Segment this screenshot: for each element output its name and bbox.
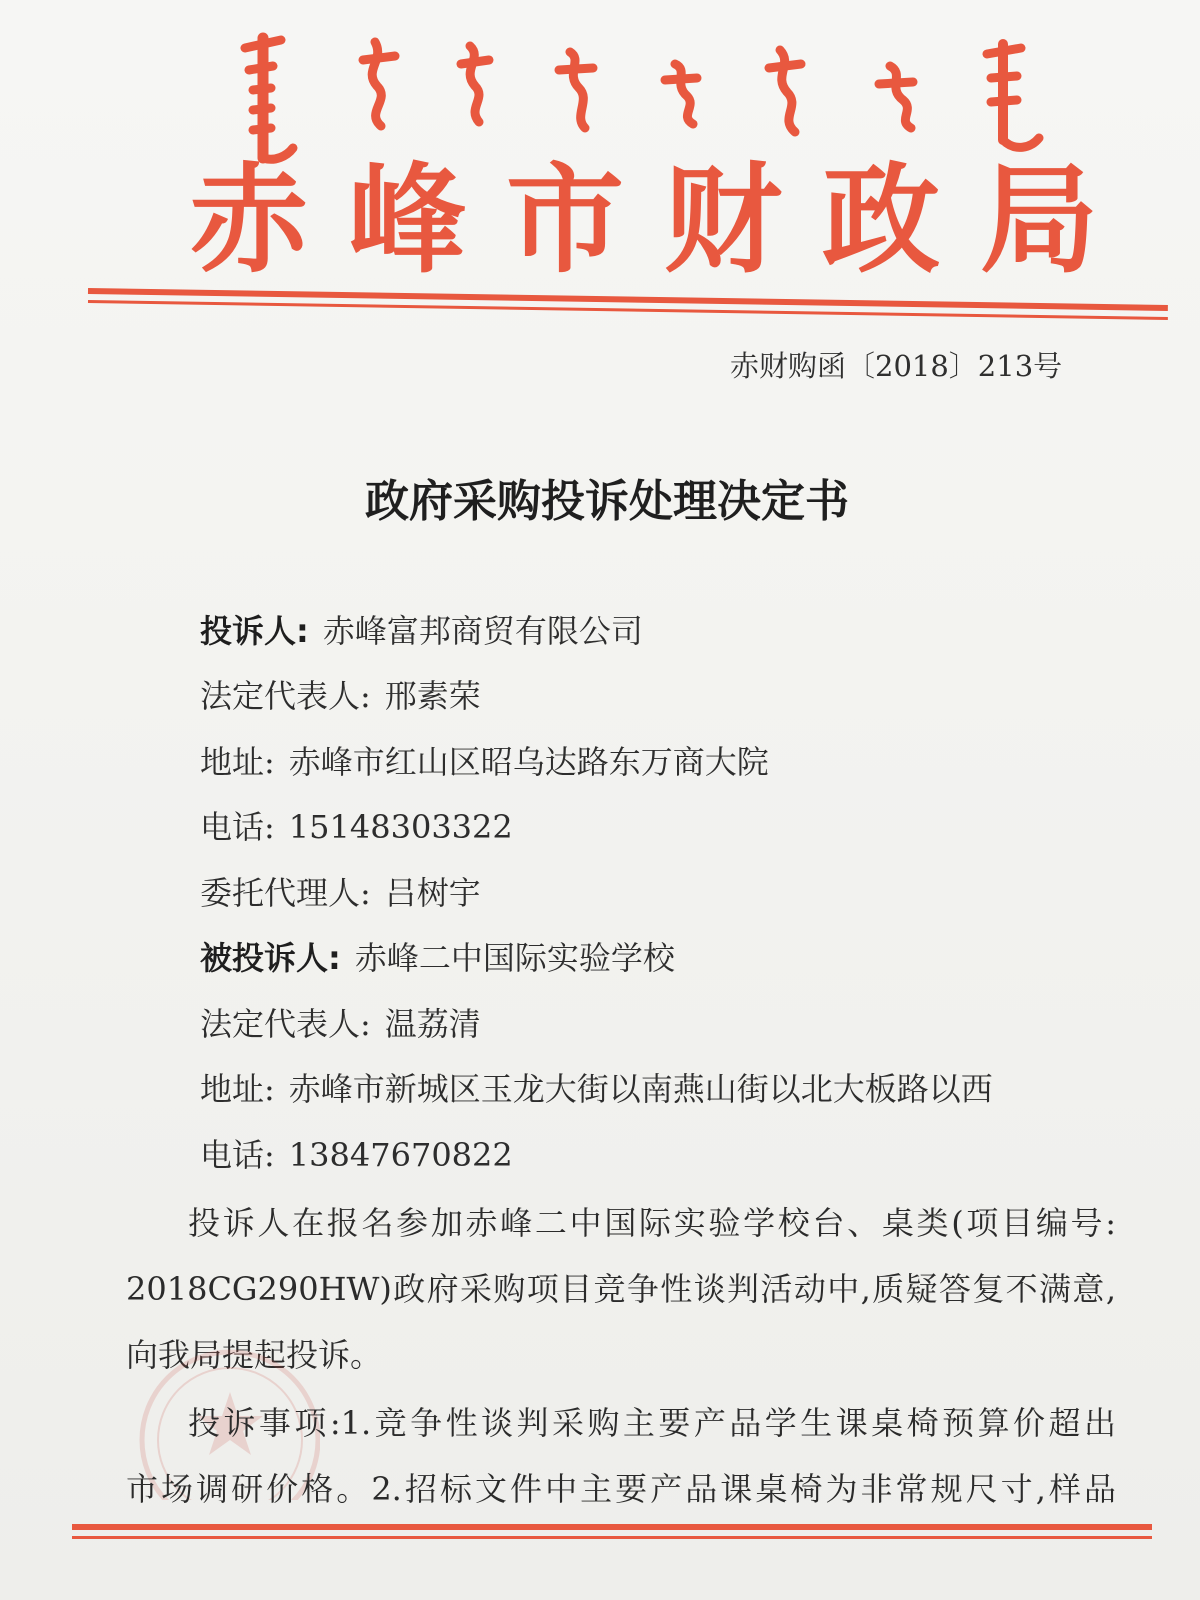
complainant-address-row <box>200 729 993 795</box>
complainant-phone-row <box>200 795 993 861</box>
respondent-phone: 13847670822 <box>288 1135 513 1174</box>
paragraph-line: 市场调研价格。2.招标文件中主要产品课桌椅为非常规尺寸,样品 <box>126 1470 1116 1508</box>
complainant-rep-row <box>200 664 993 730</box>
document-number: 赤财购函〔2018〕213号 <box>730 349 1063 383</box>
respondent-phone-label: 电话: <box>200 1135 275 1174</box>
complainant-name: 赤峰富邦商贸有限公司 <box>322 611 643 650</box>
respondent-rep-label: 法定代表人: <box>200 1004 371 1043</box>
respondent-address-label: 地址: <box>200 1070 275 1109</box>
complainant-phone: 15148303322 <box>288 808 513 847</box>
respondent-name: 赤峰二中国际实验学校 <box>354 939 675 978</box>
paragraph-line: 投诉人在报名参加赤峰二中国际实验学校台、桌类(项目编号: <box>188 1204 1116 1242</box>
respondent-phone-row <box>200 1122 993 1188</box>
respondent-address-row <box>200 1057 993 1123</box>
paragraph-line: 向我局提起投诉。 <box>126 1336 383 1374</box>
respondent-address: 赤峰市新城区玉龙大街以南燕山街以北大板路以西 <box>288 1070 993 1109</box>
footer-divider-thick <box>72 1524 1152 1530</box>
complainant-rep: 邢素荣 <box>384 677 481 716</box>
complainant-agent-label: 委托代理人: <box>200 873 371 912</box>
paragraph-line: 2018CG290HW)政府采购项目竞争性谈判活动中,质疑答复不满意, <box>126 1270 1116 1308</box>
complainant-label: 投诉人: <box>200 611 309 650</box>
respondent-rep-row <box>200 991 993 1057</box>
paragraph-line: 投诉事项:1.竞争性谈判采购主要产品学生课桌椅预算价超出 <box>188 1404 1116 1442</box>
party-info-list <box>200 598 993 1188</box>
complainant-address-label: 地址: <box>200 742 275 781</box>
complainant-phone-label: 电话: <box>200 808 275 847</box>
respondent-rep: 温荔清 <box>384 1004 481 1043</box>
agency-name-letterhead: 赤峰市财政局 <box>190 151 1139 289</box>
complainant-agent: 吕树宇 <box>384 873 481 912</box>
document-title: 政府采购投诉处理决定书 <box>365 476 849 527</box>
respondent-row <box>200 926 993 992</box>
complainant-rep-label: 法定代表人: <box>200 677 371 716</box>
complainant-row <box>200 598 993 664</box>
complainant-agent-row <box>200 860 993 926</box>
complaint-matters-paragraph <box>126 1390 1116 1522</box>
complainant-address: 赤峰市红山区昭乌达路东万商大院 <box>288 742 769 781</box>
footer-divider-thin <box>72 1536 1152 1539</box>
respondent-label: 被投诉人: <box>200 939 341 978</box>
